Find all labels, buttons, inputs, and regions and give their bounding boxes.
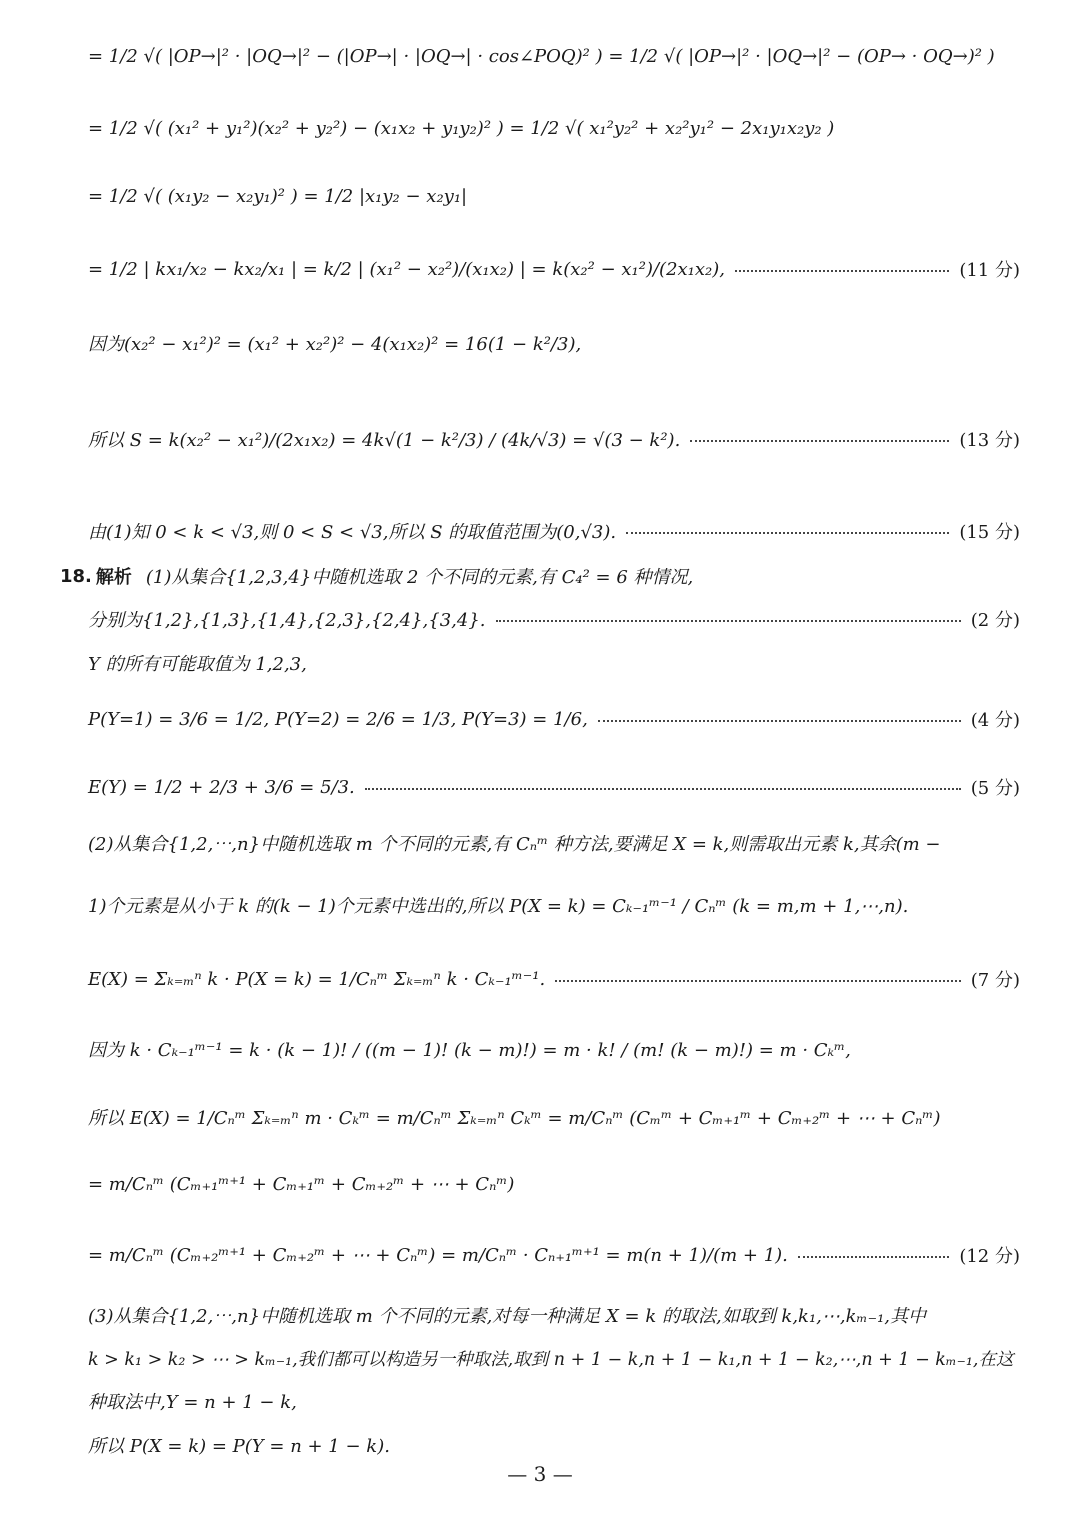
formula-text: = 1/2 √( |OP→|² · |OQ→|² − (|OP→| · |OQ→| · cos∠POQ)² ) = 1/2 √( |OP→|² · |OQ→|² − (OP→ · OQ→)² ) [88,46,995,67]
formula-text: Y 的所有可能取值为 1,2,3, [88,654,307,675]
formula-text: 因为(x₂² − x₁²)² = (x₁² + x₂²)² − 4(x₁x₂)² = 16(1 − k²/3), [88,334,582,355]
formula-text: 由(1)知 0 < k < √3,则 0 < S < √3,所以 S 的取值范围为(0,√3). [88,522,617,543]
dot-leader [496,620,961,622]
q18-line-part2-a [88,830,1020,856]
line-so-s [88,426,1020,452]
q18-line-sum-2 [88,1174,1020,1195]
dot-leader [690,440,949,442]
analysis-label: 解析 [95,567,132,588]
formula-text: E(X) = Σₖ₌ₘⁿ k · P(X = k) = 1/Cₙᵐ Σₖ₌ₘⁿ k · Cₖ₋₁ᵐ⁻¹. [88,968,546,990]
formula-text: = m/Cₙᵐ (Cₘ₊₁ᵐ⁺¹ + Cₘ₊₁ᵐ + Cₘ₊₂ᵐ + ⋯ + Cₙᵐ) [88,1174,515,1195]
q18-line-part2-b [88,892,1020,918]
formula-text: k > k₁ > k₂ > ⋯ > kₘ₋₁,我们都可以构造另一种取法,取到 n + 1 − k,n + 1 − k₁,n + 1 − k₂,⋯,n + 1 − kₘ₋₁,在这 [88,1350,1014,1370]
line-area-formula-2 [88,118,1020,139]
dot-leader [798,1256,949,1258]
q18-line-identity [88,1036,1020,1062]
q18-line-subsets [88,606,1020,632]
formula-text: 1)个元素是从小于 k 的(k − 1)个元素中选出的,所以 P(X = k) = Cₖ₋₁ᵐ⁻¹ / Cₙᵐ (k = m,m + 1,⋯,n). [88,896,909,917]
score-marker: (11 分) [959,260,1020,281]
formula-text: E(Y) = 1/2 + 2/3 + 3/6 = 5/3. [88,776,355,798]
formula-text: = 1/2 | kx₁/x₂ − kx₂/x₁ | = k/2 | (x₁² − x₂²)/(x₁x₂) | = k(x₂² − x₁²)/(2x₁x₂), [88,258,726,280]
q18-line-expectation-x [88,966,1020,992]
dot-leader [626,532,949,534]
formula-text: 种取法中,Y = n + 1 − k, [88,1392,297,1413]
formula-text: 因为 k · Cₖ₋₁ᵐ⁻¹ = k · (k − 1)! / ((m − 1)! (k − m)!) = m · k! / (m! (k − m)!) = m · Cₖᵐ, [88,1040,851,1061]
q18-line-y-values [88,650,1020,676]
q18-line-part3-b [88,1346,1020,1371]
formula-text: 所以 P(X = k) = P(Y = n + 1 − k). [88,1436,390,1457]
q18-line-probabilities [88,706,1020,732]
q18-line-part3-c [88,1388,1020,1414]
line-area-formula-3 [88,186,1020,207]
formula-text: = 1/2 √( (x₁² + y₁²)(x₂² + y₂²) − (x₁x₂ + y₁y₂)² ) = 1/2 √( x₁²y₂² + x₂²y₁² − 2x₁y₁x₂y₂ ) [88,118,835,139]
formula-text: = m/Cₙᵐ (Cₘ₊₂ᵐ⁺¹ + Cₘ₊₂ᵐ + ⋯ + Cₙᵐ) = m/Cₙᵐ · Cₙ₊₁ᵐ⁺¹ = m(n + 1)/(m + 1). [88,1244,788,1266]
score-marker: (2 分) [970,610,1020,631]
formula-text: 分别为{1,2},{1,3},{1,4},{2,3},{2,4},{3,4}. [88,610,486,631]
page-number: — 3 — [507,1462,573,1486]
q18-line-sum-1 [88,1104,1020,1130]
dot-leader [555,980,961,982]
dot-leader [598,720,961,722]
line-area-formula-4 [88,256,1020,282]
formula-text: 所以 E(X) = 1/Cₙᵐ Σₖ₌ₘⁿ m · Cₖᵐ = m/Cₙᵐ Σₖ₌ₘⁿ Cₖᵐ = m/Cₙᵐ (Cₘᵐ + Cₘ₊₁ᵐ + Cₘ₊₂ᵐ + ⋯ + Cₙᵐ) [88,1108,941,1129]
formula-text: (2)从集合{1,2,⋯,n}中随机选取 m 个不同的元素,有 Cₙᵐ 种方法,要满足 X = k,则需取出元素 k,其余(m − [88,834,941,855]
question-number: 18. [60,565,92,587]
q18-line-sum-3 [88,1242,1020,1268]
line-range [88,518,1020,544]
formula-text: P(Y=1) = 3/6 = 1/2, P(Y=2) = 2/6 = 1/3, P(Y=3) = 1/6, [88,708,588,730]
line-area-formula-1 [88,46,1020,67]
line-because [88,330,1020,356]
formula-text: (1)从集合{1,2,3,4}中随机选取 2 个不同的元素,有 C₄² = 6 种情况, [145,567,694,588]
score-marker: (15 分) [959,522,1020,543]
dot-leader [365,788,961,790]
q18-line-part3-d [88,1432,1020,1458]
formula-text: 所以 S = k(x₂² − x₁²)/(2x₁x₂) = 4k√(1 − k²/3) / (4k/√3) = √(3 − k²). [88,430,681,451]
formula-text: (3)从集合{1,2,⋯,n}中随机选取 m 个不同的元素,对每一种满足 X = k 的取法,如取到 k,k₁,⋯,kₘ₋₁,其中 [88,1306,927,1327]
formula-text: = 1/2 √( (x₁y₂ − x₂y₁)² ) = 1/2 |x₁y₂ − x₂y₁| [88,186,468,207]
dot-leader [735,270,949,272]
score-marker: (4 分) [970,710,1020,731]
score-marker: (7 分) [970,970,1020,991]
score-marker: (13 分) [959,430,1020,451]
q18-line-expectation-y [88,774,1020,800]
q18-header [60,563,1020,589]
score-marker: (5 分) [970,778,1020,799]
score-marker: (12 分) [959,1246,1020,1267]
q18-line-part3-a [88,1302,1020,1328]
